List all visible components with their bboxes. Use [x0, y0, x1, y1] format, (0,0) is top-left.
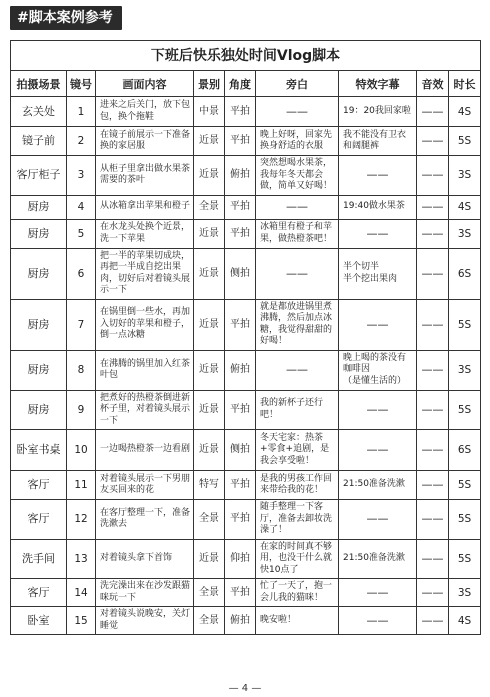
table-row	[11, 248, 481, 299]
content-cell: 在水龙头处换个近景，洗一下苹果	[96, 219, 194, 248]
table-row	[11, 219, 481, 248]
duration-cell: 5S	[449, 127, 481, 156]
sound-cell: ——	[417, 350, 449, 390]
scene-cell: 厨房	[11, 299, 67, 350]
narration-cell: 冬天宅家：热茶+零食+追剧，是我会享受啦！	[256, 430, 339, 471]
angle-cell: 平拍	[225, 299, 256, 350]
column-header: 画面内容	[96, 71, 194, 97]
narration-cell: 突然想喝水果茶，我每年冬天都会做，简单又好喝！	[256, 156, 339, 196]
angle-cell: 俯拍	[225, 607, 256, 635]
table-row	[11, 195, 481, 219]
table-row	[11, 579, 481, 607]
angle-cell: 侧拍	[225, 248, 256, 299]
narration-cell: 随手整理一下客厅，准备去卸妆洗澡了！	[256, 500, 339, 540]
narration-cell: ——	[256, 350, 339, 390]
narration-cell: 就是都放进锅里煮沸腾，然后加点冰糖，我觉得甜甜的好喝！	[256, 299, 339, 350]
sound-cell: ——	[417, 500, 449, 540]
scene-cell: 客厅	[11, 579, 67, 607]
subtitle-cell: ——	[339, 430, 417, 471]
angle-cell: 平拍	[225, 219, 256, 248]
scene-cell: 客厅	[11, 471, 67, 500]
content-cell: 把一半的苹果切成块，再把一半成自挖出果肉，切好后对着镜头展示一下	[96, 248, 194, 299]
narration-cell: 晚上好呀，回家先换身舒适的衣服	[256, 127, 339, 156]
sound-cell: ——	[417, 248, 449, 299]
duration-cell: 3S	[449, 350, 481, 390]
table-row	[11, 350, 481, 390]
header-row	[11, 71, 481, 97]
angle-cell: 平拍	[225, 97, 256, 127]
scene-cell: 客厅柜子	[11, 156, 67, 196]
shot-number-cell: 11	[67, 471, 96, 500]
shot-number-cell: 8	[67, 350, 96, 390]
table-row	[11, 500, 481, 540]
table-row	[11, 127, 481, 156]
sound-cell: ——	[417, 579, 449, 607]
content-cell: 在镜子前展示一下准备换的家居服	[96, 127, 194, 156]
duration-cell: 3S	[449, 579, 481, 607]
shot-size-cell: 中景	[194, 97, 225, 127]
shot-size-cell: 近景	[194, 430, 225, 471]
subtitle-cell: 21:50准备洗漱	[339, 471, 417, 500]
content-cell: 对着镜头说晚安，关灯睡觉	[96, 607, 194, 635]
angle-cell: 俯拍	[225, 156, 256, 196]
table-row	[11, 299, 481, 350]
shot-number-cell: 1	[67, 97, 96, 127]
shot-size-cell: 近景	[194, 390, 225, 430]
table-row	[11, 156, 481, 196]
angle-cell: 平拍	[225, 127, 256, 156]
shot-size-cell: 近景	[194, 219, 225, 248]
column-header: 时长	[449, 71, 481, 97]
scene-cell: 厨房	[11, 350, 67, 390]
shot-size-cell: 全景	[194, 500, 225, 540]
subtitle-cell: ——	[339, 390, 417, 430]
sound-cell: ——	[417, 430, 449, 471]
duration-cell: 5S	[449, 500, 481, 540]
sound-cell: ——	[417, 97, 449, 127]
angle-cell: 俯拍	[225, 350, 256, 390]
narration-cell: 在家的时间真不够用，也没干什么就快10点了	[256, 539, 339, 579]
column-header: 角度	[225, 71, 256, 97]
content-cell: 洗完澡出来在沙发跟猫咪玩一下	[96, 579, 194, 607]
shot-size-cell: 全景	[194, 579, 225, 607]
page-number: — 4 —	[228, 683, 262, 694]
sound-cell: ——	[417, 539, 449, 579]
shot-size-cell: 近景	[194, 299, 225, 350]
angle-cell: 仰拍	[225, 539, 256, 579]
content-cell: 对着镜头拿下首饰	[96, 539, 194, 579]
sound-cell: ——	[417, 219, 449, 248]
shot-number-cell: 15	[67, 607, 96, 635]
shot-number-cell: 7	[67, 299, 96, 350]
column-header: 镜号	[67, 71, 96, 97]
table-row	[11, 471, 481, 500]
angle-cell: 平拍	[225, 390, 256, 430]
subtitle-cell: ——	[339, 156, 417, 196]
subtitle-cell: 21:50准备洗漱	[339, 539, 417, 579]
narration-cell: 我的新杯子还行吧！	[256, 390, 339, 430]
table-row	[11, 430, 481, 471]
narration-cell: 忙了一天了，抱一会儿我的猫咪！	[256, 579, 339, 607]
subtitle-cell: ——	[339, 579, 417, 607]
narration-cell: ——	[256, 248, 339, 299]
duration-cell: 4S	[449, 97, 481, 127]
shot-number-cell: 6	[67, 248, 96, 299]
sound-cell: ——	[417, 607, 449, 635]
subtitle-cell: ——	[339, 299, 417, 350]
angle-cell: 平拍	[225, 195, 256, 219]
shot-number-cell: 13	[67, 539, 96, 579]
shot-size-cell: 近景	[194, 248, 225, 299]
subtitle-cell: ——	[339, 219, 417, 248]
scene-cell: 厨房	[11, 219, 67, 248]
shot-size-cell: 特写	[194, 471, 225, 500]
shot-size-cell: 近景	[194, 539, 225, 579]
duration-cell: 4S	[449, 607, 481, 635]
scene-cell: 厨房	[11, 195, 67, 219]
duration-cell: 3S	[449, 219, 481, 248]
angle-cell: 平拍	[225, 579, 256, 607]
scene-cell: 卧室	[11, 607, 67, 635]
scene-cell: 玄关处	[11, 97, 67, 127]
scene-cell: 镜子前	[11, 127, 67, 156]
shot-number-cell: 14	[67, 579, 96, 607]
duration-cell: 4S	[449, 195, 481, 219]
sound-cell: ——	[417, 390, 449, 430]
scene-cell: 卧室书桌	[11, 430, 67, 471]
script-table	[10, 40, 481, 635]
table-row	[11, 607, 481, 635]
sound-cell: ——	[417, 195, 449, 219]
angle-cell: 侧拍	[225, 430, 256, 471]
subtitle-cell: 晚上喝的茶没有咖啡因 （是懂生活的）	[339, 350, 417, 390]
column-header: 特效字幕	[339, 71, 417, 97]
subtitle-cell: 19：20我回家啦	[339, 97, 417, 127]
table-body	[11, 97, 481, 635]
column-header: 旁白	[256, 71, 339, 97]
scene-cell: 厨房	[11, 248, 67, 299]
shot-size-cell: 全景	[194, 607, 225, 635]
angle-cell: 平拍	[225, 471, 256, 500]
table-row	[11, 539, 481, 579]
duration-cell: 6S	[449, 248, 481, 299]
subtitle-cell: ——	[339, 500, 417, 540]
content-cell: 在客厅整理一下，准备洗漱去	[96, 500, 194, 540]
shot-number-cell: 2	[67, 127, 96, 156]
angle-cell: 平拍	[225, 500, 256, 540]
scene-cell: 客厅	[11, 500, 67, 540]
shot-size-cell: 全景	[194, 195, 225, 219]
narration-cell: 晚安啦！	[256, 607, 339, 635]
content-cell: 在沸腾的锅里加入红茶叶包	[96, 350, 194, 390]
subtitle-cell: 19:40做水果茶	[339, 195, 417, 219]
shot-number-cell: 4	[67, 195, 96, 219]
script-table-container	[10, 40, 480, 635]
narration-cell: 是我的男孩工作回来带给我的花！	[256, 471, 339, 500]
column-header: 拍摄场景	[11, 71, 67, 97]
subtitle-cell: 我不能没有卫衣和阔腿裤	[339, 127, 417, 156]
shot-number-cell: 5	[67, 219, 96, 248]
scene-cell: 洗手间	[11, 539, 67, 579]
duration-cell: 5S	[449, 390, 481, 430]
sound-cell: ——	[417, 299, 449, 350]
shot-number-cell: 3	[67, 156, 96, 196]
table-row	[11, 390, 481, 430]
content-cell: 对着镜头展示一下男朋友买回来的花	[96, 471, 194, 500]
narration-cell: 冰箱里有橙子和苹果，做热橙茶吧！	[256, 219, 339, 248]
shot-size-cell: 近景	[194, 350, 225, 390]
shot-number-cell: 10	[67, 430, 96, 471]
content-cell: 从冰箱拿出苹果和橙子	[96, 195, 194, 219]
scene-cell: 厨房	[11, 390, 67, 430]
column-header: 音效	[417, 71, 449, 97]
shot-number-cell: 12	[67, 500, 96, 540]
column-header: 景别	[194, 71, 225, 97]
content-cell: 进来之后关门，放下包包，换个拖鞋	[96, 97, 194, 127]
content-cell: 把煮好的热橙茶倒进新杯子里，对着镜头展示一下	[96, 390, 194, 430]
table-row	[11, 97, 481, 127]
narration-cell: ——	[256, 195, 339, 219]
duration-cell: 5S	[449, 471, 481, 500]
shot-number-cell: 9	[67, 390, 96, 430]
narration-cell: ——	[256, 97, 339, 127]
shot-size-cell: 近景	[194, 127, 225, 156]
content-cell: 一边喝热橙茶一边看剧	[96, 430, 194, 471]
duration-cell: 6S	[449, 430, 481, 471]
section-tag: #脚本案例参考	[10, 6, 122, 30]
duration-cell: 5S	[449, 539, 481, 579]
sound-cell: ——	[417, 127, 449, 156]
duration-cell: 3S	[449, 156, 481, 196]
table-title: 下班后快乐独处时间Vlog脚本	[11, 41, 481, 71]
content-cell: 在锅里倒一些水，再加入切好的苹果和橙子，倒一点冰糖	[96, 299, 194, 350]
shot-size-cell: 近景	[194, 156, 225, 196]
sound-cell: ——	[417, 156, 449, 196]
subtitle-cell: 半个切半 半个挖出果肉	[339, 248, 417, 299]
subtitle-cell: ——	[339, 607, 417, 635]
duration-cell: 5S	[449, 299, 481, 350]
content-cell: 从柜子里拿出做水果茶需要的茶叶	[96, 156, 194, 196]
sound-cell: ——	[417, 471, 449, 500]
